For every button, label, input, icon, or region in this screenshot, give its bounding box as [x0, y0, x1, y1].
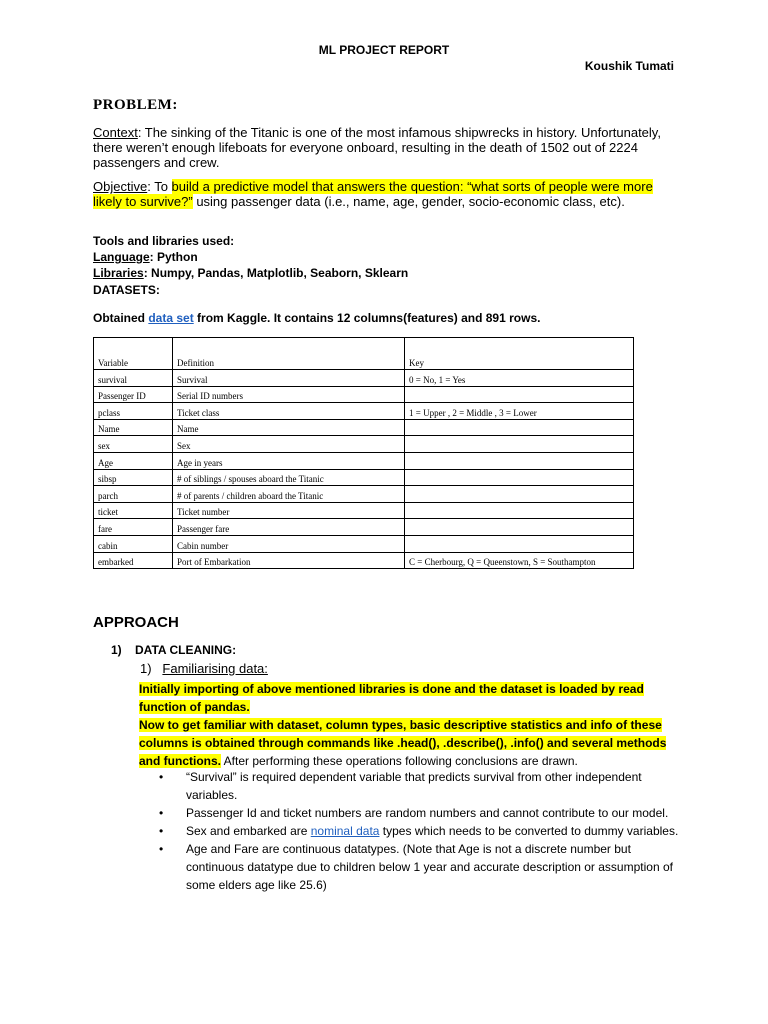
- cell-variable: cabin: [94, 535, 173, 552]
- bullet-icon: •: [159, 824, 164, 838]
- variables-table: [93, 337, 634, 569]
- table-row: [94, 552, 634, 569]
- context-label: Context: [93, 125, 138, 140]
- cell-key: [405, 386, 634, 403]
- list-item-text: Sex and embarked are: [186, 824, 311, 838]
- context-paragraph: [93, 125, 673, 170]
- dataset-link[interactable]: data set: [148, 311, 194, 325]
- libraries-label: Libraries: [93, 266, 144, 280]
- table-row: [94, 502, 634, 519]
- table-row: [94, 436, 634, 453]
- libraries-value: : Numpy, Pandas, Matplotlib, Seaborn, Sklearn: [143, 266, 409, 280]
- table-row: [94, 519, 634, 536]
- cell-key: 1 = Upper , 2 = Middle , 3 = Lower: [405, 403, 634, 420]
- table-row: [94, 469, 634, 486]
- cell-variable: sibsp: [94, 469, 173, 486]
- language-value: : Python: [149, 250, 198, 264]
- cell-variable: embarked: [94, 552, 173, 569]
- highlight-import-text: Initially importing of above mentioned libraries is done and the dataset is loaded by read function of pandas.: [139, 682, 644, 714]
- cell-key: [405, 519, 634, 536]
- familiarising-body: [139, 680, 679, 770]
- table-row: [94, 386, 634, 403]
- variables-table-body: [94, 338, 634, 569]
- list-item-text: Passenger Id and ticket numbers are random numbers and cannot contribute to our model.: [186, 806, 669, 820]
- cell-definition: Age in years: [173, 452, 405, 469]
- bullet-icon: •: [159, 806, 164, 820]
- list-item-text-after-link: types which needs to be converted to dummy variables.: [379, 824, 679, 838]
- cell-key: [405, 486, 634, 503]
- objective-label: Objective: [93, 179, 148, 194]
- objective-post: using passenger data (i.e., name, age, gender, socio-economic class, etc).: [192, 194, 625, 209]
- cell-variable: sex: [94, 436, 173, 453]
- cell-definition: Cabin number: [173, 535, 405, 552]
- language-line: [93, 249, 198, 265]
- table-row: [94, 419, 634, 436]
- cell-variable: pclass: [94, 403, 173, 420]
- bullet-icon: •: [159, 842, 164, 856]
- cell-definition: Port of Embarkation: [173, 552, 405, 569]
- table-row: [94, 486, 634, 503]
- substep-title: Familiarising data:: [162, 661, 268, 676]
- author-name: Koushik Tumati: [584, 59, 674, 73]
- cell-definition: Ticket number: [173, 502, 405, 519]
- cell-key: 0 = No, 1 = Yes: [405, 370, 634, 387]
- data-cleaning-heading: [111, 643, 236, 657]
- cell-definition: Name: [173, 419, 405, 436]
- cell-key: [405, 502, 634, 519]
- cell-definition: Survival: [173, 370, 405, 387]
- table-header-row: [94, 338, 634, 370]
- obtained-post: from Kaggle. It contains 12 columns(features) and 891 rows.: [193, 311, 541, 325]
- cell-definition: # of siblings / spouses aboard the Titanic: [173, 469, 405, 486]
- cell-key: [405, 452, 634, 469]
- dataset-source-line: [93, 310, 540, 326]
- list-item-text: “Survival” is required dependent variable that predicts survival from other independent variables.: [186, 770, 642, 802]
- after-highlight-text: After performing these operations following conclusions are drawn.: [221, 754, 578, 768]
- libraries-line: [93, 265, 408, 281]
- highlight-explore-text: Now to get familiar with dataset, column types, basic descriptive statistics and info of these columns is obtained through commands like .head(), .describe(), .info() and several methods and functions.: [139, 718, 667, 768]
- problem-heading: PROBLEM:: [93, 97, 178, 113]
- cell-key: [405, 436, 634, 453]
- cell-variable: fare: [94, 519, 173, 536]
- header-variable: Variable: [94, 338, 173, 370]
- tools-heading: Tools and libraries used:: [93, 234, 235, 248]
- cell-variable: parch: [94, 486, 173, 503]
- language-label: Language: [93, 250, 150, 264]
- list-item: [139, 768, 679, 804]
- table-row: [94, 370, 634, 387]
- header-key: Key: [405, 338, 634, 370]
- cell-definition: # of parents / children aboard the Titanic: [173, 486, 405, 503]
- cell-variable: Age: [94, 452, 173, 469]
- substep-number: 1): [140, 661, 152, 676]
- conclusions-list: [139, 768, 679, 894]
- familiarising-heading: [140, 661, 268, 676]
- cell-key: [405, 469, 634, 486]
- cell-definition: Serial ID numbers: [173, 386, 405, 403]
- objective-pre: : To: [147, 179, 172, 194]
- obtained-pre: Obtained: [93, 311, 149, 325]
- cell-key: C = Cherbourg, Q = Queenstown, S = Southampton: [405, 552, 634, 569]
- table-row: [94, 535, 634, 552]
- cell-definition: Ticket class: [173, 403, 405, 420]
- cell-definition: Sex: [173, 436, 405, 453]
- objective-highlight: build a predictive model that answers the question: “what sorts of people were more likely to survive?”: [93, 179, 653, 209]
- cell-variable: survival: [94, 370, 173, 387]
- table-row: [94, 403, 634, 420]
- list-item: [139, 840, 679, 894]
- cell-variable: Passenger ID: [94, 386, 173, 403]
- cell-definition: Passenger fare: [173, 519, 405, 536]
- list-item: [139, 822, 679, 840]
- cell-key: [405, 419, 634, 436]
- cell-key: [405, 535, 634, 552]
- context-text: : The sinking of the Titanic is one of the most infamous shipwrecks in history. Unfortunately, there weren’t enough lifeboats for everyone onboard, resulting in the death of 1502 out of 2224 passengers and crew.: [93, 125, 661, 170]
- list-item: [139, 804, 679, 822]
- table-row: [94, 452, 634, 469]
- cell-variable: ticket: [94, 502, 173, 519]
- bullet-icon: •: [159, 770, 164, 784]
- step-title: DATA CLEANING:: [135, 643, 237, 657]
- datasets-heading: DATASETS:: [93, 283, 160, 297]
- objective-paragraph: [93, 179, 673, 209]
- list-item-text: Age and Fare are continuous datatypes. (Note that Age is not a discrete number but continuous datatype due to children below 1 year and accurate description or assumption of some elders age like 25.6): [186, 842, 673, 892]
- step-number: 1): [111, 643, 122, 657]
- nominal-data-link[interactable]: nominal data: [310, 824, 380, 838]
- header-definition: Definition: [173, 338, 405, 370]
- approach-heading: APPROACH: [93, 614, 179, 631]
- report-title: ML PROJECT REPORT: [318, 43, 450, 57]
- cell-variable: Name: [94, 419, 173, 436]
